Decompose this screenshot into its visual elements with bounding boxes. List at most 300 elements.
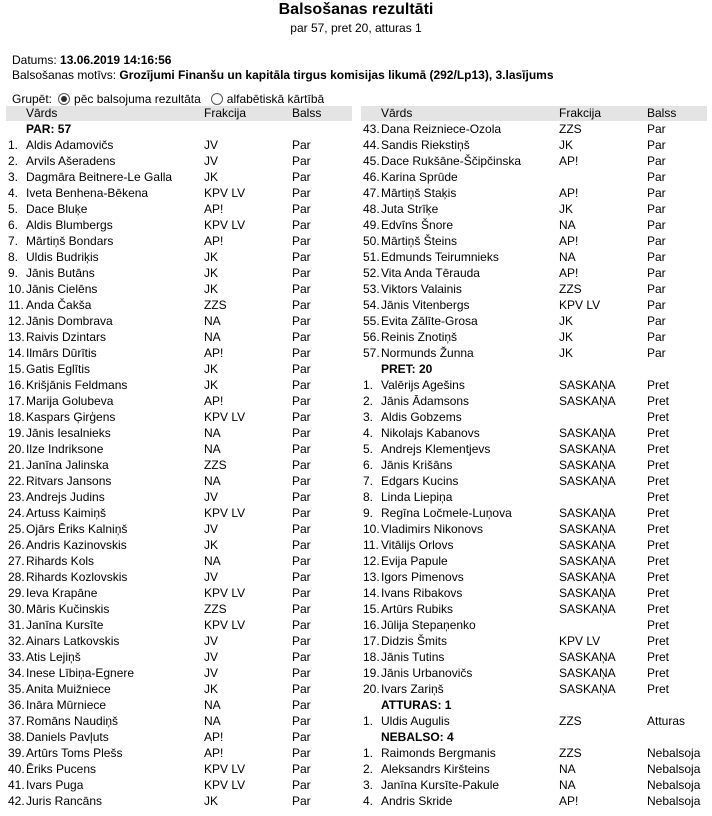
deputy-faction: JK (204, 282, 219, 296)
deputy-name: Aldis Adamovičs (26, 138, 114, 152)
deputy-faction: NA (204, 426, 221, 440)
vote-date (12, 53, 171, 67)
row-number: 32. (8, 634, 25, 648)
table-header (361, 106, 707, 121)
table-row (361, 761, 707, 777)
table-row (361, 249, 707, 265)
table-row (361, 537, 707, 553)
deputy-faction: KPV LV (204, 618, 246, 632)
deputy-vote: Par (647, 346, 666, 360)
row-number: 28. (8, 570, 25, 584)
deputy-faction: ZZS (559, 282, 582, 296)
row-number: 46. (363, 170, 380, 184)
table-row (6, 793, 352, 809)
header-faction: Frakcija (559, 106, 602, 120)
deputy-vote: Par (292, 602, 311, 616)
page-title: Balsošanas rezultāti (278, 1, 434, 18)
table-row (361, 297, 707, 313)
deputy-name: Jānis Iesalnieks (26, 426, 111, 440)
vote-motive (12, 68, 554, 82)
deputy-vote: Par (292, 762, 311, 776)
deputy-name: Atis Lejiņš (26, 650, 81, 664)
header-name: Vārds (381, 106, 413, 120)
radio-alphabetical-label[interactable]: alfabētiskā kārtībā (226, 92, 325, 106)
deputy-faction: JK (204, 362, 219, 376)
deputy-vote: Par (647, 250, 666, 264)
table-row (6, 585, 352, 601)
row-number: 15. (363, 602, 380, 616)
table-row (361, 345, 707, 361)
motive-label: Balsošanas motīvs: (12, 68, 120, 82)
deputy-vote: Par (647, 234, 666, 248)
deputy-faction: SASKAŅA (559, 378, 616, 392)
deputy-vote: Par (292, 746, 311, 760)
row-number: 56. (363, 330, 380, 344)
deputy-faction: NA (204, 714, 221, 728)
row-number: 18. (363, 650, 380, 664)
deputy-name: Regīna Ločmele-Luņova (381, 506, 512, 520)
table-row (361, 633, 707, 649)
deputy-faction: SASKAŅA (559, 682, 616, 696)
deputy-faction: NA (559, 218, 576, 232)
deputy-name: Ēriks Pucens (26, 762, 97, 776)
table-row (361, 313, 707, 329)
table-row (361, 409, 707, 425)
row-number: 23. (8, 490, 25, 504)
table-row (6, 377, 352, 393)
table-row (6, 137, 352, 153)
table-row (6, 729, 352, 745)
deputy-name: Jānis Vitenbergs (381, 298, 470, 312)
row-number: 3. (8, 170, 19, 184)
table-row (6, 489, 352, 505)
deputy-vote: Par (647, 138, 666, 152)
table-row (6, 153, 352, 169)
deputy-vote: Pret (647, 490, 670, 504)
row-number: 12. (363, 554, 380, 568)
table-row (361, 521, 707, 537)
table-row (361, 681, 707, 697)
deputy-name: Ivars Puga (26, 778, 84, 792)
row-number: 9. (8, 266, 19, 280)
deputy-faction: NA (559, 250, 576, 264)
deputy-name: Romāns Naudiņš (26, 714, 119, 728)
deputy-vote: Par (647, 122, 666, 136)
row-number: 16. (8, 378, 25, 392)
header-name: Vārds (26, 106, 58, 120)
table-row (6, 569, 352, 585)
deputy-name: Ināra Mūrniece (26, 698, 107, 712)
deputy-vote: Par (647, 314, 666, 328)
row-number: 4. (363, 794, 374, 808)
row-number: 41. (8, 778, 25, 792)
deputy-name: Andris Skride (381, 794, 453, 808)
deputy-name: Ritvars Jansons (26, 474, 112, 488)
deputy-name: Mārtiņš Šteins (381, 234, 458, 248)
table-row (6, 665, 352, 681)
row-number: 20. (363, 682, 380, 696)
table-row (361, 233, 707, 249)
deputy-name: Rihards Kozlovskis (26, 570, 128, 584)
deputy-faction: SASKAŅA (559, 538, 616, 552)
row-number: 19. (8, 426, 25, 440)
deputy-vote: Pret (647, 522, 670, 536)
deputy-name: Jānis Krišāns (381, 458, 453, 472)
deputy-vote: Par (292, 234, 311, 248)
table-row (361, 137, 707, 153)
deputy-name: Raimonds Bergmanis (381, 746, 496, 760)
table-row (6, 617, 352, 633)
row-number: 43. (363, 122, 380, 136)
table-row (361, 153, 707, 169)
deputy-vote: Par (292, 346, 311, 360)
table-row (6, 537, 352, 553)
deputy-name: Valērijs Agešins (381, 378, 465, 392)
group-heading (361, 361, 707, 377)
deputy-name: Marija Golubeva (26, 394, 114, 408)
row-number: 31. (8, 618, 25, 632)
table-row (6, 329, 352, 345)
deputy-vote: Pret (647, 618, 670, 632)
deputy-vote: Pret (647, 650, 670, 664)
table-row (361, 217, 707, 233)
row-number: 48. (363, 202, 380, 216)
deputy-name: Daniels Pavļuts (26, 730, 109, 744)
table-row (6, 713, 352, 729)
table-row (6, 281, 352, 297)
date-value: 13.06.2019 14:16:56 (60, 53, 172, 67)
deputy-name: Dace Bluķe (26, 202, 88, 216)
deputy-name: Juris Rancāns (26, 794, 103, 808)
row-number: 34. (8, 666, 25, 680)
row-number: 13. (363, 570, 380, 584)
row-number: 50. (363, 234, 380, 248)
deputy-faction: AP! (204, 202, 224, 216)
row-number: 22. (8, 474, 25, 488)
deputy-faction: SASKAŅA (559, 458, 616, 472)
table-row (361, 121, 707, 137)
row-number: 5. (363, 442, 374, 456)
row-number: 8. (8, 250, 19, 264)
deputy-vote: Par (647, 266, 666, 280)
deputy-vote: Par (292, 474, 311, 488)
deputy-name: Nikolajs Kabanovs (381, 426, 480, 440)
deputy-vote: Par (647, 154, 666, 168)
table-row (361, 473, 707, 489)
deputy-name: Aldis Gobzems (381, 410, 462, 424)
deputy-vote: Pret (647, 506, 670, 520)
deputy-faction: KPV LV (204, 506, 246, 520)
deputy-name: Ivars Zariņš (381, 682, 444, 696)
row-number: 40. (8, 762, 25, 776)
table-row (361, 505, 707, 521)
deputy-faction: SASKAŅA (559, 426, 616, 440)
deputy-vote: Par (292, 330, 311, 344)
table-row (6, 601, 352, 617)
deputy-name: Ilze Indriksone (26, 442, 104, 456)
deputy-name: Anita Muižniece (26, 682, 111, 696)
group-heading-label: PAR: 57 (26, 122, 72, 136)
deputy-name: Igors Pimenovs (381, 570, 464, 584)
table-row (6, 185, 352, 201)
results-table-right (361, 106, 707, 809)
table-row (6, 409, 352, 425)
table-row (361, 601, 707, 617)
row-number: 45. (363, 154, 380, 168)
row-number: 47. (363, 186, 380, 200)
deputy-vote: Pret (647, 586, 670, 600)
deputy-name: Ainars Latkovskis (26, 634, 120, 648)
row-number: 52. (363, 266, 380, 280)
results-table-left (6, 106, 352, 809)
table-row (361, 393, 707, 409)
deputy-faction: NA (204, 698, 221, 712)
radio-by-result[interactable] (58, 93, 70, 105)
table-row (6, 201, 352, 217)
table-row (6, 633, 352, 649)
deputy-faction: KPV LV (204, 762, 246, 776)
deputy-name: Krišjānis Feldmans (26, 378, 128, 392)
deputy-faction: KPV LV (204, 186, 246, 200)
row-number: 5. (8, 202, 19, 216)
deputy-faction: JV (204, 650, 219, 664)
table-row (6, 361, 352, 377)
deputy-name: Edvīns Šnore (381, 218, 454, 232)
deputy-faction: JK (204, 170, 219, 184)
deputy-vote: Par (292, 586, 311, 600)
deputy-vote: Par (292, 154, 311, 168)
row-number: 20. (8, 442, 25, 456)
table-row (6, 313, 352, 329)
deputy-name: Sandis Riekstiņš (381, 138, 470, 152)
row-number: 7. (8, 234, 19, 248)
deputy-faction: AP! (559, 794, 579, 808)
deputy-faction: SASKAŅA (559, 442, 616, 456)
row-number: 19. (363, 666, 380, 680)
deputy-vote: Pret (647, 634, 670, 648)
deputy-name: Viktors Valainis (381, 282, 462, 296)
deputy-name: Edmunds Teirumnieks (381, 250, 499, 264)
deputy-vote: Pret (647, 554, 670, 568)
deputy-faction: JV (204, 666, 219, 680)
table-row (361, 585, 707, 601)
deputy-faction: AP! (559, 186, 579, 200)
table-row (6, 473, 352, 489)
deputy-name: Vladimirs Nikonovs (381, 522, 484, 536)
radio-by-result-label[interactable]: pēc balsojuma rezultāta (74, 92, 201, 106)
deputy-name: Janīna Jalinska (26, 458, 109, 472)
deputy-faction: JK (559, 314, 574, 328)
deputy-name: Janīna Kursīte-Pakule (381, 778, 500, 792)
deputy-faction: JK (204, 250, 219, 264)
row-number: 2. (363, 394, 374, 408)
deputy-name: Ojārs Ēriks Kalniņš (26, 522, 128, 536)
row-number: 35. (8, 682, 25, 696)
deputy-vote: Pret (647, 538, 670, 552)
deputy-vote: Par (647, 330, 666, 344)
row-number: 14. (363, 586, 380, 600)
deputy-faction: ZZS (559, 122, 582, 136)
table-row (6, 265, 352, 281)
table-row (6, 233, 352, 249)
deputy-name: Janīna Kursīte (26, 618, 104, 632)
deputy-vote: Pret (647, 458, 670, 472)
deputy-vote: Par (292, 730, 311, 744)
row-number: 16. (363, 618, 380, 632)
deputy-vote: Par (292, 362, 311, 376)
deputy-name: Anda Čakša (26, 298, 92, 312)
table-row (361, 265, 707, 281)
deputy-name: Didzis Šmits (381, 634, 448, 648)
row-number: 44. (363, 138, 380, 152)
deputy-faction: NA (204, 330, 221, 344)
deputy-faction: KPV LV (204, 778, 246, 792)
row-number: 37. (8, 714, 25, 728)
deputy-vote: Nebalsoja (647, 746, 701, 760)
table-row (6, 297, 352, 313)
deputy-faction: JV (204, 522, 219, 536)
table-row (361, 569, 707, 585)
group-heading-label: ATTURAS: 1 (381, 698, 452, 712)
deputy-name: Vitālijs Orlovs (381, 538, 454, 552)
deputy-vote: Pret (647, 378, 670, 392)
deputy-vote: Atturas (647, 714, 686, 728)
deputy-name: Raivis Dzintars (26, 330, 107, 344)
row-number: 30. (8, 602, 25, 616)
row-number: 57. (363, 346, 380, 360)
deputy-name: Dana Reizniece-Ozola (381, 122, 502, 136)
table-row (361, 441, 707, 457)
group-heading-label: PRET: 20 (381, 362, 433, 376)
deputy-vote: Par (292, 202, 311, 216)
deputy-name: Arvils Ašeradens (26, 154, 116, 168)
deputy-name: Jūlija Stepaņenko (381, 618, 476, 632)
deputy-faction: AP! (204, 234, 224, 248)
row-number: 33. (8, 650, 25, 664)
row-number: 1. (363, 714, 374, 728)
table-row (361, 617, 707, 633)
row-number: 2. (363, 762, 374, 776)
deputy-faction: JK (559, 202, 574, 216)
table-row (361, 457, 707, 473)
deputy-vote: Nebalsoja (647, 762, 701, 776)
table-row (6, 681, 352, 697)
deputy-name: Ieva Krapāne (26, 586, 98, 600)
deputy-faction: KPV LV (559, 298, 601, 312)
table-row (361, 201, 707, 217)
deputy-name: Andris Kazinovskis (26, 538, 127, 552)
deputy-vote: Pret (647, 426, 670, 440)
row-number: 13. (8, 330, 25, 344)
deputy-faction: NA (204, 474, 221, 488)
deputy-name: Aldis Blumbergs (26, 218, 113, 232)
deputy-faction: JK (559, 138, 574, 152)
table-row (6, 217, 352, 233)
deputy-name: Reinis Znotiņš (381, 330, 458, 344)
deputy-vote: Nebalsoja (647, 794, 701, 808)
deputy-faction: SASKAŅA (559, 666, 616, 680)
row-number: 49. (363, 218, 380, 232)
deputy-vote: Par (292, 778, 311, 792)
table-row (361, 745, 707, 761)
row-number: 53. (363, 282, 380, 296)
deputy-faction: AP! (204, 394, 224, 408)
row-number: 4. (363, 426, 374, 440)
deputy-faction: SASKAŅA (559, 474, 616, 488)
row-number: 10. (8, 282, 25, 296)
deputy-vote: Par (292, 186, 311, 200)
table-row (6, 169, 352, 185)
deputy-faction: KPV LV (204, 586, 246, 600)
deputy-name: Gatis Eglītis (26, 362, 91, 376)
table-row (361, 425, 707, 441)
deputy-vote: Par (292, 458, 311, 472)
deputy-faction: SASKAŅA (559, 602, 616, 616)
deputy-vote: Par (647, 282, 666, 296)
row-number: 2. (8, 154, 19, 168)
deputy-name: Kaspars Ģirģens (26, 410, 116, 424)
deputy-faction: JK (559, 346, 574, 360)
deputy-faction: AP! (559, 234, 579, 248)
row-number: 21. (8, 458, 25, 472)
row-number: 29. (8, 586, 25, 600)
deputy-name: Juta Strīķe (381, 202, 439, 216)
row-number: 6. (8, 218, 19, 232)
deputy-vote: Par (647, 202, 666, 216)
table-row (6, 345, 352, 361)
radio-alphabetical[interactable] (211, 93, 223, 105)
deputy-faction: SASKAŅA (559, 394, 616, 408)
table-row (361, 169, 707, 185)
deputy-vote: Pret (647, 474, 670, 488)
deputy-name: Rihards Kols (26, 554, 95, 568)
deputy-name: Evija Papule (381, 554, 448, 568)
deputy-faction: SASKAŅA (559, 586, 616, 600)
deputy-faction: JK (204, 266, 219, 280)
deputy-faction: ZZS (204, 458, 227, 472)
deputy-faction: JV (204, 634, 219, 648)
group-heading (361, 697, 707, 713)
header-vote: Balss (292, 106, 322, 120)
row-number: 12. (8, 314, 25, 328)
table-header (6, 106, 352, 121)
table-row (6, 425, 352, 441)
deputy-faction: AP! (204, 346, 224, 360)
deputy-faction: JK (204, 682, 219, 696)
row-number: 1. (8, 138, 19, 152)
table-row (6, 249, 352, 265)
deputy-faction: KPV LV (204, 410, 246, 424)
deputy-faction: AP! (204, 746, 224, 760)
table-row (361, 777, 707, 793)
deputy-name: Iveta Benhena-Bēkena (26, 186, 149, 200)
table-row (6, 761, 352, 777)
table-row (6, 697, 352, 713)
header-faction: Frakcija (204, 106, 247, 120)
table-row (6, 505, 352, 521)
deputy-vote: Par (292, 794, 311, 808)
vote-summary: par 57, pret 20, atturas 1 (290, 21, 422, 35)
deputy-vote: Par (292, 554, 311, 568)
row-number: 39. (8, 746, 25, 760)
deputy-faction: JK (559, 330, 574, 344)
deputy-vote: Pret (647, 666, 670, 680)
table-row (6, 745, 352, 761)
deputy-name: Jānis Cielēns (26, 282, 98, 296)
deputy-name: Jānis Tutins (381, 650, 445, 664)
table-row (361, 329, 707, 345)
deputy-vote: Par (292, 634, 311, 648)
